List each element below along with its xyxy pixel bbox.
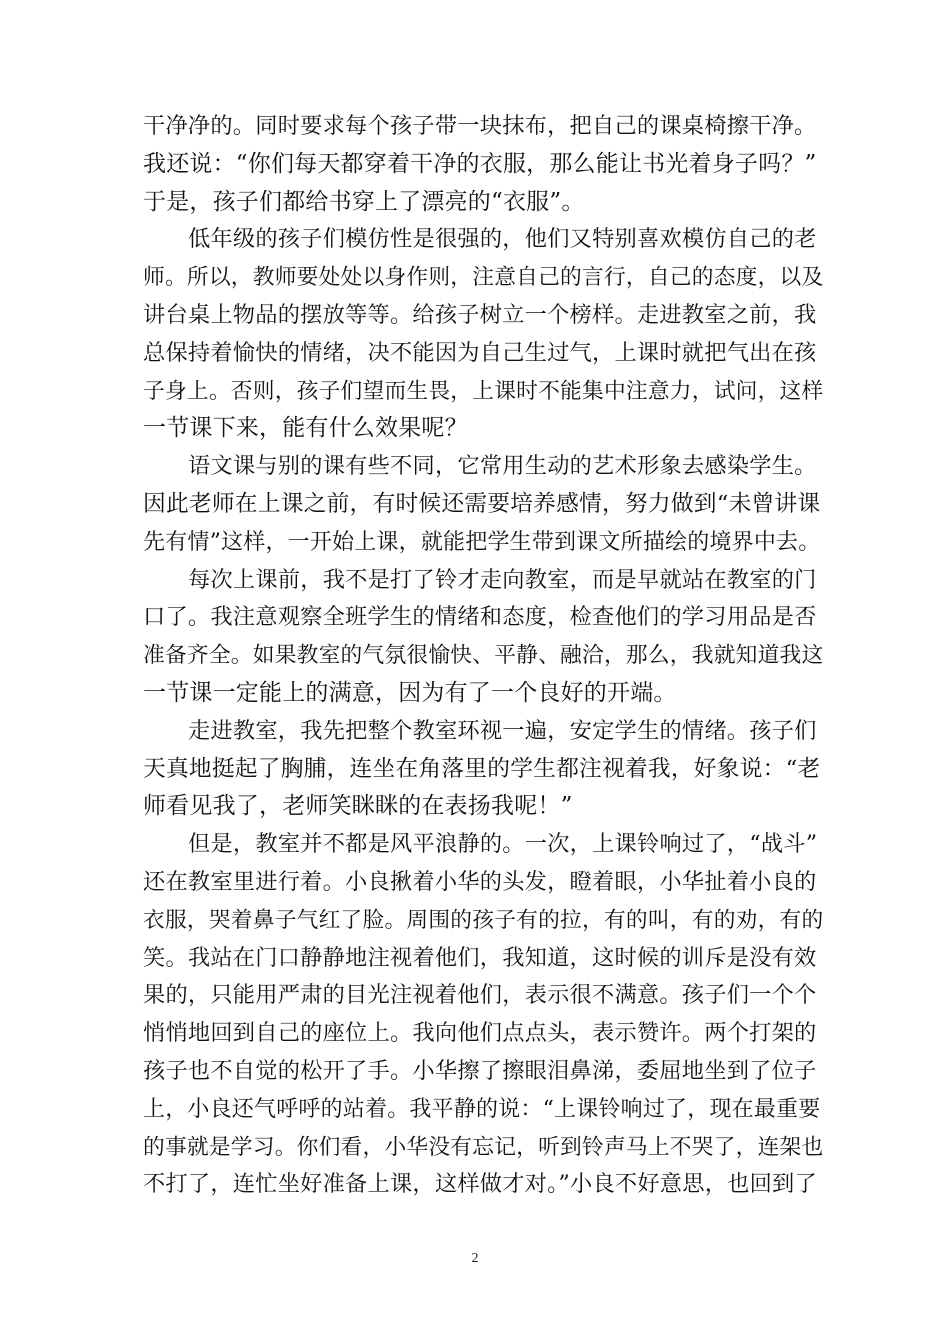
text-line: 师。所以，教师要处处以身作则，注意自己的言行，自己的态度，以及	[143, 265, 824, 291]
text-line: 走进教室，我先把整个教室环视一遍，安定学生的情绪。孩子们	[188, 717, 817, 744]
text-line: 悄悄地回到自己的座位上。我向他们点点头，表示赞许。两个打架的	[143, 1020, 817, 1047]
text-line: 因此老师在上课之前，有时候还需要培养感情，努力做到“未曾讲课	[143, 490, 821, 517]
text-line: 语文课与别的课有些不同，它常用生动的艺术形象去感染学生。	[188, 453, 817, 480]
text-line: 先有情”这样，一开始上课，就能把学生带到课文所描绘的境界中去。	[143, 529, 821, 555]
text-line: 但是，教室并不都是风平浪静的。一次，上课铃响过了，“战斗”	[188, 831, 818, 858]
page-number: 2	[471, 1251, 479, 1266]
text-line: 的事就是学习。你们看，小华没有忘记，听到铃声马上不哭了，连架也	[143, 1134, 824, 1160]
text-line: 笑。我站在门口静静地注视着他们，我知道，这时候的训斥是没有效	[143, 944, 817, 971]
text-line: 总保持着愉快的情绪，决不能因为自己生过气，上课时就把气出在孩	[143, 339, 817, 366]
text-line: 讲台桌上物品的摆放等等。给孩子树立一个榜样。走进教室之前，我	[143, 301, 817, 328]
text-line: 不打了，连忙坐好准备上课，这样做才对。”小良不好意思，也回到了	[143, 1171, 817, 1198]
text-line: 每次上课前，我不是打了铃才走向教室，而是早就站在教室的门	[188, 566, 817, 593]
text-line: 上，小良还气呼呼的站着。我平静的说：“上课铃响过了，现在最重要	[143, 1096, 821, 1122]
text-line: 于是，孩子们都给书穿上了漂亮的“衣服”。	[143, 188, 585, 215]
text-line: 低年级的孩子们模仿性是很强的，他们又特别喜欢模仿自己的老	[188, 226, 817, 253]
text-line: 果的，只能用严肃的目光注视着他们，表示很不满意。孩子们一个个	[143, 982, 817, 1009]
text-line: 一节课一定能上的满意，因为有了一个良好的开端。	[143, 679, 677, 706]
text-line: 一节课下来，能有什么效果呢？	[143, 415, 468, 442]
text-line: 衣服，哭着鼻子气红了脸。周围的孩子有的拉，有的叫，有的劝，有的	[143, 907, 824, 933]
text-line: 我还说：“你们每天都穿着干净的衣服，那么能让书光着身子吗？”	[143, 150, 817, 177]
text-line: 子身上。否则，孩子们望而生畏，上课时不能集中注意力，试问，这样	[143, 378, 824, 404]
text-line: 孩子也不自觉的松开了手。小华擦了擦眼泪鼻涕，委屈地坐到了位子	[143, 1057, 817, 1084]
text-line: 还在教室里进行着。小良揪着小华的头发，瞪着眼，小华扯着小良的	[143, 868, 817, 895]
text-line: 准备齐全。如果教室的气氛很愉快、平静、融洽，那么，我就知道我这	[143, 643, 824, 669]
body-text	[143, 108, 824, 1204]
text-line: 干净净的。同时要求每个孩子带一块抹布，把自己的课桌椅擦干净。	[143, 113, 817, 139]
text-line: 师看见我了，老师笑眯眯的在表扬我呢！”	[143, 793, 573, 820]
text-line: 口了。我注意观察全班学生的情绪和态度，检查他们的学习用品是否	[143, 604, 817, 631]
text-line: 天真地挺起了胸脯，连坐在角落里的学生都注视着我，好象说：“老	[143, 755, 821, 782]
